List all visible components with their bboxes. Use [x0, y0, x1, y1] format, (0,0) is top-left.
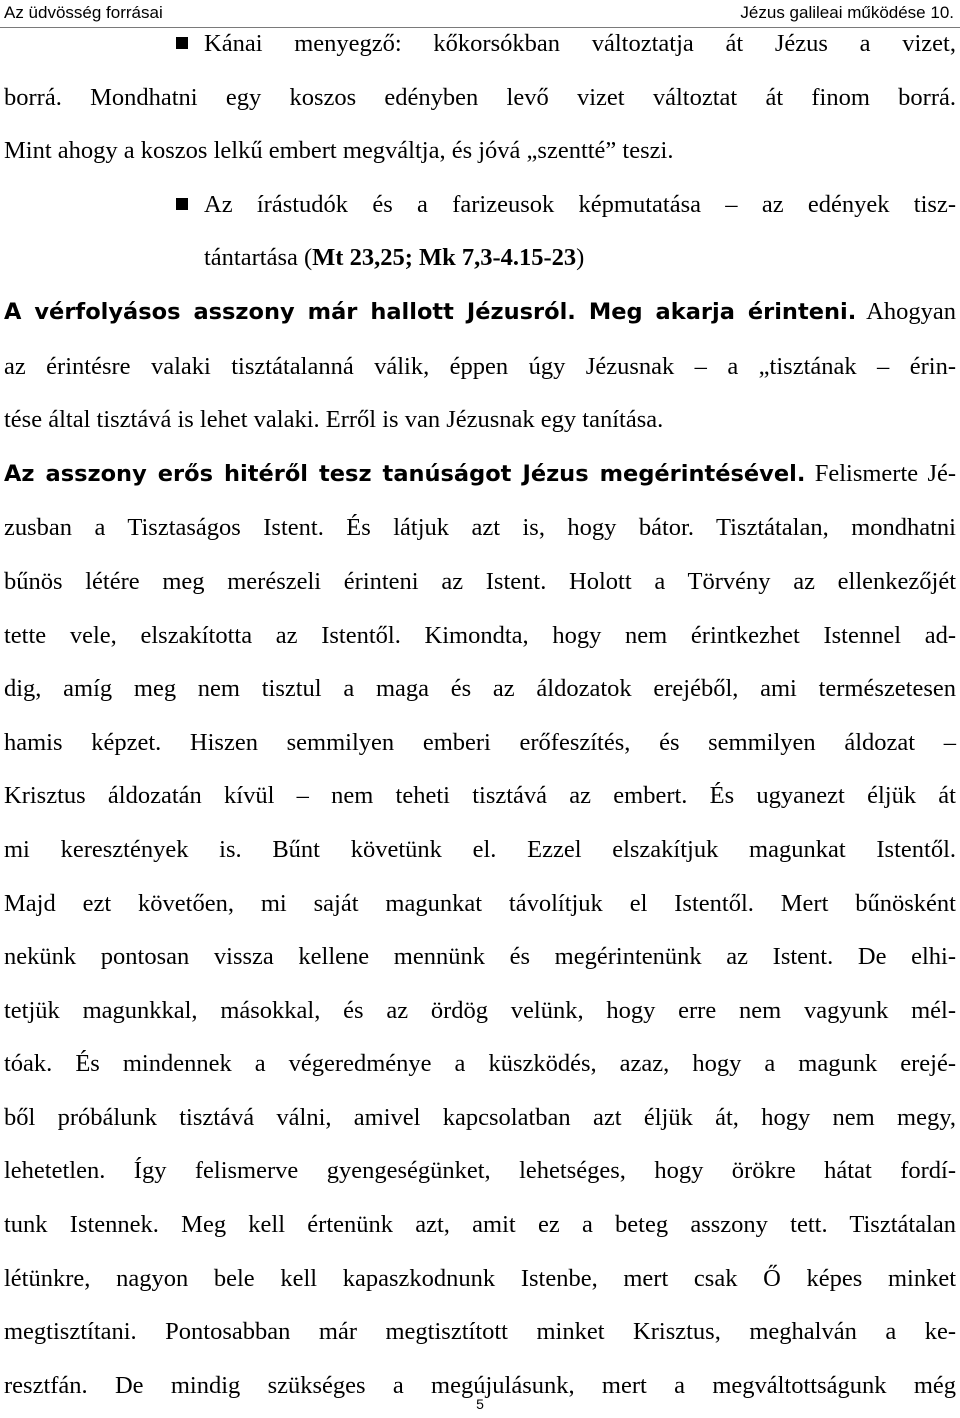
paragraph-line [4, 285, 956, 340]
document-body [4, 17, 956, 1412]
paragraph-line: megtisztítani. Pontosabban már megtisztított minket Krisztus, meghalván a ke- [4, 1318, 956, 1346]
paragraph-line: bűnös létére meg merészeli érinteni az Istent. Holott a Törvény az ellenkezőjét [4, 567, 956, 595]
paragraph-lead-bold: A vérfolyásos asszony már hallott Jézusról. Meg akarja érinteni. [4, 298, 857, 325]
paragraph-line [4, 447, 956, 502]
bullet-reference-line [4, 231, 956, 285]
paragraph-line: dig, amíg meg nem tisztul a maga és az áldozatok erejéből, ami természetesen [4, 675, 956, 703]
paragraph-line: létünkre, nagyon bele kell kapaszkodnunk Istenbe, mert csak Ő képes minket [4, 1264, 956, 1292]
bullet-item-pharisees [4, 178, 956, 232]
bullet-first-line: Kánai menyegző: kőkorsókban változtatja át Jézus a vizet, [204, 30, 956, 57]
header-right-title: Jézus galileai működése 10. [740, 3, 954, 22]
paragraph-text: Ahogyan [866, 297, 956, 325]
paragraph-line: lehetetlen. Így felismerve gyengeségünket, lehetséges, hogy örökre hátat fordí- [4, 1157, 956, 1185]
paragraph-line: tunk Istennek. Meg kell értenünk azt, amit ez a beteg asszony tett. Tisztátalan [4, 1211, 956, 1239]
paragraph-line: az érintésre valaki tisztátalanná válik, éppen úgy Jézusnak – a „tisztának – érin- [4, 352, 956, 380]
bullet-cont-text: tántartása ( [204, 244, 313, 272]
paragraph-text: Felismerte Jé- [814, 459, 957, 487]
bullet-continuation-line: Mint ahogy a koszos lelkű embert megváltja, és jóvá „szentté” teszi. [4, 137, 674, 165]
paragraph-line: resztfán. De mindig szükséges a megújulásunk, mert a megváltottságunk még [4, 1371, 956, 1399]
page-number: 5 [476, 1396, 484, 1412]
bullet-item-cana [4, 17, 956, 71]
bullet-first-line: Az írástudók és a farizeusok képmutatása – az edények tisz- [204, 190, 956, 218]
paragraph-line: tetjük magunkkal, másokkal, és az ördög velünk, hogy erre nem vagyunk mél- [4, 996, 956, 1024]
paragraph-line: tette vele, elszakította az Istentől. Kimondta, hogy nem érintkezhet Istennel ad- [4, 621, 956, 649]
paragraph-line: nekünk pontosan vissza kellene mennünk és megérintenünk az Istent. De elhi- [4, 943, 956, 971]
paragraph-line: zusban a Tisztaságos Istent. És látjuk azt is, hogy bátor. Tisztátalan, mondhatni [4, 514, 956, 542]
bullet-continuation-line: borrá. Mondhatni egy koszos edényben levő vizet változtat át finom borrá. [4, 83, 956, 111]
paragraph-line: ből próbálunk tisztává válni, amivel kapcsolatban azt éljük át, hogy nem megy, [4, 1103, 956, 1131]
scripture-reference: Mt 23,25; Mk 7,3-4.15-23 [312, 244, 577, 272]
bullet-cont-text: ) [576, 244, 585, 272]
square-bullet-icon [176, 37, 188, 49]
paragraph-lead-bold: Az asszony erős hitéről tesz tanúságot Jézus megérintésével. [4, 460, 806, 487]
paragraph-line: Krisztus áldozatán kívül – nem teheti tisztává az embert. És ugyanezt éljük át [4, 782, 956, 810]
header-left-title: Az üdvösség forrásai [4, 3, 163, 22]
square-bullet-icon [176, 198, 188, 210]
paragraph-line: hamis képzet. Hiszen semmilyen emberi erőfeszítés, és semmilyen áldozat – [4, 728, 956, 756]
paragraph-line: mi keresztények is. Bűnt követünk el. Ezzel elszakítjuk magunkat Istentől. [4, 835, 956, 863]
paragraph-line: tése által tisztává is lehet valaki. Erről is van Jézusnak egy tanítása. [4, 406, 664, 434]
paragraph-line: tóak. És mindennek a végeredménye a küszködés, azaz, hogy a magunk erejé- [4, 1050, 956, 1078]
paragraph-line: Majd ezt követően, mi saját magunkat távolítjuk el Istentől. Mert bűnösként [4, 889, 956, 917]
